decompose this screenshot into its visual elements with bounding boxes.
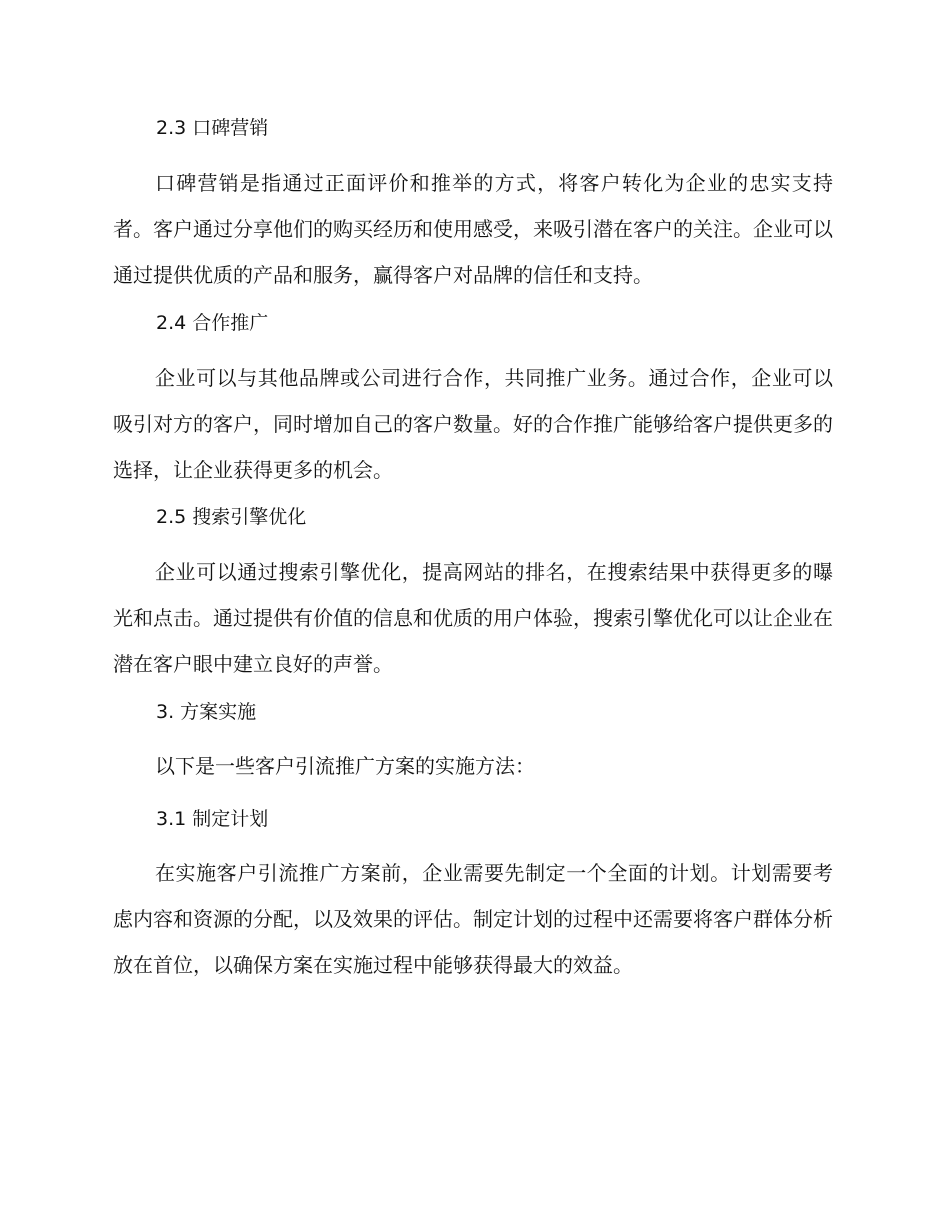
section-paragraph-word-of-mouth: 口碑营销是指通过正面评价和推举的方式，将客户转化为企业的忠实支持者。客户通过分享他们的购买经历和使用感受，来吸引潜在客户的关注。企业可以通过提供优质的产品和服务，赢得客户对品牌的信任和支持。 <box>113 171 833 287</box>
section-paragraph-cooperation: 企业可以与其他品牌或公司进行合作，共同推广业务。通过合作，企业可以吸引对方的客户，同时增加自己的客户数量。好的合作推广能够给客户提供更多的选择，让企业获得更多的机会。 <box>113 366 833 482</box>
section-heading-implementation: 3. 方案实施 <box>156 701 257 723</box>
section-paragraph-plan: 在实施客户引流推广方案前，企业需要先制定一个全面的计划。计划需要考虑内容和资源的分配，以及效果的评估。制定计划的过程中还需要将客户群体分析放在首位，以确保方案在实施过程中能够获得最大的效益。 <box>113 861 833 977</box>
section-paragraph-seo: 企业可以通过搜索引擎优化，提高网站的排名，在搜索结果中获得更多的曝光和点击。通过提供有价值的信息和优质的用户体验，搜索引擎优化可以让企业在潜在客户眼中建立良好的声誉。 <box>113 560 833 676</box>
section-heading-plan: 3.1 制定计划 <box>156 808 269 830</box>
section-paragraph-implementation: 以下是一些客户引流推广方案的实施方法： <box>155 754 535 778</box>
section-heading-word-of-mouth: 2.3 口碑营销 <box>156 117 269 139</box>
section-heading-cooperation: 2.4 合作推广 <box>156 312 269 334</box>
section-heading-seo: 2.5 搜索引擎优化 <box>156 506 307 528</box>
